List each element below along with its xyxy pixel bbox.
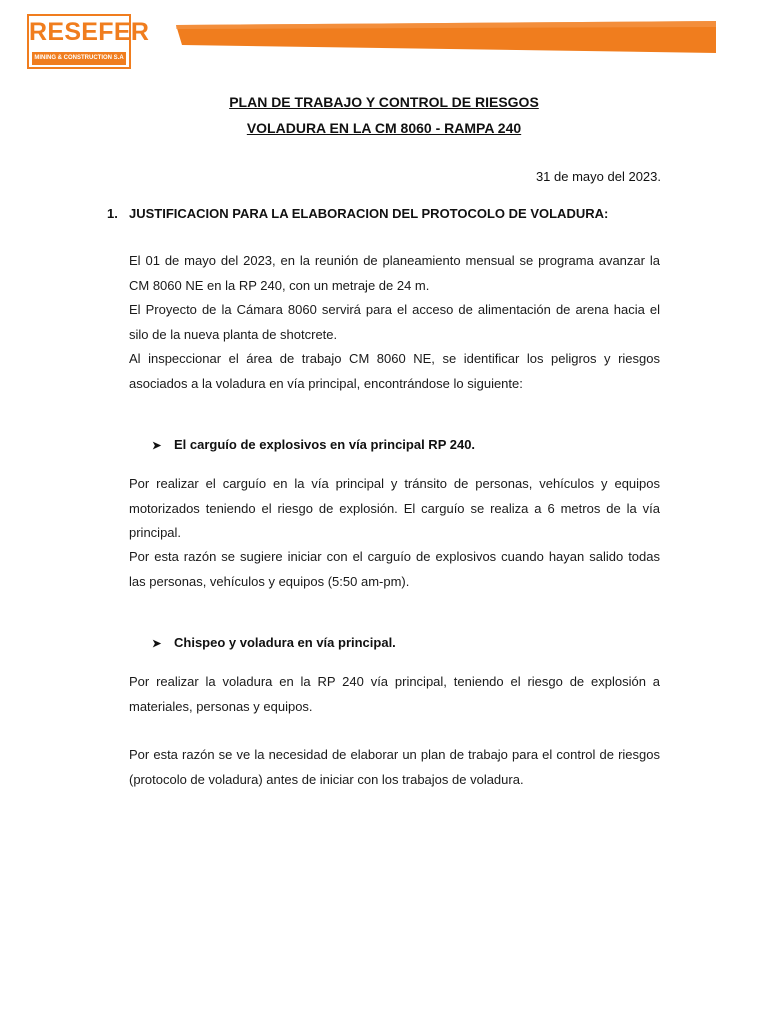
bullet-item-2 (152, 635, 396, 652)
logo-name: RESEFER (29, 18, 150, 46)
intro-paragraph-1: El 01 de mayo del 2023, en la reunión de planeamiento mensual se programa avanzar la CM 8060 NE en la RP 240, con un metraje de 24 m. (129, 253, 660, 293)
section-title: JUSTIFICACION PARA LA ELABORACION DEL PROTOCOLO DE VOLADURA: (129, 206, 609, 221)
intro-paragraph-3: Al inspeccionar el área de trabajo CM 8060 NE, se identificar los peligros y riesgos asociados a la voladura en vía principal, encontrándose lo siguiente: (129, 351, 660, 391)
company-logo (27, 14, 150, 69)
section-number: 1. (107, 206, 118, 221)
document-date: 31 de mayo del 2023. (535, 169, 661, 184)
arrow-bullet-icon: ➤ (152, 440, 162, 452)
logo-subtitle: MINING & CONSTRUCTION S.A (32, 52, 126, 65)
document-title: PLAN DE TRABAJO Y CONTROL DE RIESGOS (229, 94, 539, 110)
bullet-1-paragraph-1: Por realizar el carguío en la vía principal y tránsito de personas, vehículos y equipos motorizados teniendo el riesgo de explosión. El carguío se realiza a 6 metros de la vía principal. (129, 476, 660, 540)
arrow-bullet-icon: ➤ (152, 638, 162, 650)
bullet-1-paragraph-2: Por esta razón se sugiere iniciar con el carguío de explosivos cuando hayan salido todas las personas, vehículos y equipos (5:50 am-pm). (129, 549, 660, 589)
bullet-item-1 (152, 437, 475, 454)
bullet-title: El carguío de explosivos en vía principal RP 240. (174, 437, 476, 452)
section-heading (107, 206, 608, 222)
bullet-2-paragraph-2: Por esta razón se ve la necesidad de elaborar un plan de trabajo para el control de riesgos (protocolo de voladura) antes de iniciar con los trabajos de voladura. (129, 747, 660, 787)
document-subtitle: VOLADURA EN LA CM 8060 - RAMPA 240 (246, 120, 522, 136)
intro-paragraph-2: El Proyecto de la Cámara 8060 servirá para el acceso de alimentación de arena hacia el silo de la nueva planta de shotcrete. (129, 302, 660, 342)
header-banner (176, 21, 716, 53)
bullet-2-paragraph-1: Por realizar la voladura en la RP 240 vía principal, teniendo el riesgo de explosión a materiales, personas y equipos. (129, 674, 660, 714)
bullet-title: Chispeo y voladura en vía principal. (174, 635, 396, 650)
